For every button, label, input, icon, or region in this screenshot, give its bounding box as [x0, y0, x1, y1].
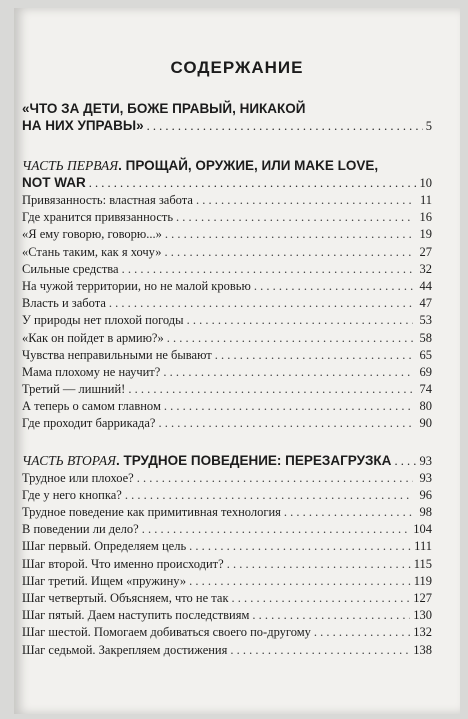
- toc-entry-title: Шаг седьмой. Закрепляем достижения: [22, 642, 228, 657]
- part1-page: 10: [419, 176, 432, 190]
- page-title: СОДЕРЖАНИЕ: [170, 58, 304, 77]
- toc-entry: [22, 312, 432, 329]
- toc-entry-title: Привязанность: властная забота: [22, 193, 193, 207]
- dot-leader: [109, 295, 413, 312]
- toc-entry: [22, 573, 432, 590]
- toc-entry-title: Трудное поведение как примитивная технология: [22, 505, 281, 519]
- toc-entry-page: 104: [413, 522, 432, 537]
- toc-entry: [22, 364, 432, 381]
- toc-entry: [22, 504, 432, 521]
- toc-entry-page: 115: [413, 556, 432, 571]
- toc-entry-page: 119: [413, 573, 432, 588]
- toc-entry: [22, 415, 432, 432]
- toc-entry-title: Где у него кнопка?: [22, 487, 122, 502]
- toc-entry: [22, 607, 432, 624]
- toc-entry-title: Власть и забота: [22, 296, 106, 311]
- toc-entry-title: Мама плохому не научит?: [22, 364, 161, 379]
- intro-line-2: НА НИХ УПРАВЫ»: [22, 118, 144, 133]
- part1-title-line-1: . ПРОЩАЙ, ОРУЖИЕ, ИЛИ MAKE LOVE,: [118, 158, 379, 173]
- toc-entry-page: 44: [419, 278, 432, 293]
- toc-entry-page: 138: [413, 642, 432, 657]
- toc-entry-page: 65: [419, 347, 432, 362]
- dot-leader: [164, 398, 413, 415]
- part2-heading: [22, 452, 432, 470]
- part2-label: ЧАСТЬ ВТОРАЯ: [22, 452, 116, 468]
- dot-leader: [187, 312, 413, 329]
- toc-entry: [22, 538, 432, 555]
- toc-entry: [22, 624, 432, 641]
- toc-entry: [22, 590, 432, 607]
- part1-label: ЧАСТЬ ПЕРВАЯ: [22, 158, 119, 173]
- toc-entry: [22, 347, 432, 364]
- toc-entry: [22, 521, 432, 538]
- toc-entry-page: 11: [419, 193, 432, 207]
- toc-entry: [22, 381, 432, 398]
- toc-entry-page: 32: [419, 261, 432, 276]
- dot-leader: [165, 226, 413, 243]
- intro-heading: [22, 100, 432, 135]
- toc-entry: [22, 487, 432, 504]
- toc-entry: [22, 244, 432, 261]
- toc-entry-page: 127: [413, 590, 432, 605]
- toc-entry-page: 130: [413, 608, 432, 623]
- dot-leader: [189, 573, 411, 590]
- toc-entry-page: 53: [419, 313, 432, 328]
- toc-entry-page: 132: [413, 625, 432, 640]
- dot-leader: [128, 381, 413, 398]
- toc-entry-title: «Как он пойдет в армию?»: [22, 330, 164, 345]
- dot-leader: [230, 642, 410, 659]
- part2-title: . ТРУДНОЕ ПОВЕДЕНИЕ: ПЕРЕЗАГРУЗКА: [115, 452, 392, 468]
- toc-entry-page: 58: [419, 330, 432, 345]
- toc-entry: [22, 470, 432, 487]
- dot-leader: [167, 330, 413, 347]
- dot-leader: [215, 347, 413, 364]
- toc-entry-title: У природы нет плохой погоды: [22, 313, 184, 328]
- toc-entry-title: Третий — лишний!: [22, 382, 126, 397]
- book-page: [14, 8, 460, 714]
- toc-entry-title: Шаг пятый. Даем наступить последствиям: [22, 608, 250, 623]
- toc-entry-page: 98: [419, 505, 432, 519]
- toc-entry-page: 80: [419, 399, 432, 414]
- toc-entry-page: 96: [419, 487, 432, 502]
- part2-page: 93: [419, 453, 432, 468]
- toc-entry-page: 69: [419, 364, 432, 379]
- toc-entry-title: «Я ему говорю, говорю...»: [22, 227, 162, 242]
- toc-entry: [22, 295, 432, 312]
- toc-entry-title: Где хранится привязанность: [22, 210, 174, 225]
- dot-leader: [284, 504, 413, 521]
- toc-entry-page: 90: [419, 416, 432, 431]
- toc-entry: [22, 330, 432, 347]
- toc-entry: [22, 642, 432, 659]
- toc-entry-page: 93: [419, 470, 432, 485]
- toc-entry-title: Чувства неправильными не бывают: [22, 347, 212, 362]
- toc-entry-title: Шаг первый. Определяем цель: [22, 539, 187, 554]
- toc-entry-page: 47: [419, 296, 432, 311]
- dot-leader: [227, 556, 411, 573]
- toc-entry-page: 16: [419, 210, 432, 225]
- toc-entry: [22, 261, 432, 278]
- toc-entry-title: А теперь о самом главном: [22, 399, 161, 414]
- toc-entry-page: 19: [419, 227, 432, 242]
- dot-leader: [189, 538, 411, 555]
- dot-leader: [158, 415, 413, 432]
- intro-line-1: «ЧТО ЗА ДЕТИ, БОЖЕ ПРАВЫЙ, НИКАКОЙ: [22, 101, 306, 116]
- dot-leader: [232, 590, 411, 607]
- toc-entry-title: На чужой территории, но не малой кровью: [22, 278, 251, 293]
- toc-entry-title: Шаг шестой. Помогаем добиваться своего по-другому: [22, 625, 311, 640]
- dot-leader: [196, 192, 413, 209]
- toc-entry: [22, 556, 432, 573]
- part2-entries: [22, 470, 432, 659]
- toc-entry-page: 27: [419, 244, 432, 259]
- toc-entry: [22, 278, 432, 295]
- dot-leader: [163, 364, 413, 381]
- toc-entry-title: В поведении ли дело?: [22, 522, 139, 537]
- dot-leader: [165, 244, 414, 261]
- toc-entry-title: Где проходит баррикада?: [22, 416, 156, 431]
- toc-entry-title: Шаг второй. Что именно происходит?: [22, 556, 224, 571]
- dot-leader: [314, 624, 410, 641]
- intro-page: 5: [425, 119, 432, 133]
- toc-entry: [22, 398, 432, 415]
- dot-leader: [176, 209, 413, 226]
- dot-leader: [125, 487, 413, 504]
- toc-entry: [22, 209, 432, 226]
- table-of-contents: [22, 100, 432, 659]
- toc-entry-page: 74: [419, 382, 432, 397]
- dot-leader: [254, 278, 413, 295]
- toc-entry-page: 111: [414, 539, 432, 554]
- part1-entries: [22, 192, 432, 433]
- dot-leader: [252, 607, 410, 624]
- toc-entry-title: Шаг третий. Ищем «пружину»: [22, 573, 187, 588]
- toc-entry-title: Трудное или плохое?: [22, 470, 134, 485]
- toc-entry: [22, 192, 432, 209]
- dot-leader: [137, 470, 413, 487]
- dot-leader: [122, 261, 413, 278]
- toc-entry-title: «Стань таким, как я хочу»: [22, 244, 162, 259]
- toc-entry-title: Шаг четвертый. Объясняем, что не так: [22, 590, 229, 605]
- dot-leader: [142, 521, 411, 538]
- part1-heading: [22, 157, 432, 192]
- toc-entry-title: Сильные средства: [22, 261, 119, 276]
- part1-title-line-2: NOT WAR: [22, 175, 86, 190]
- toc-entry: [22, 226, 432, 243]
